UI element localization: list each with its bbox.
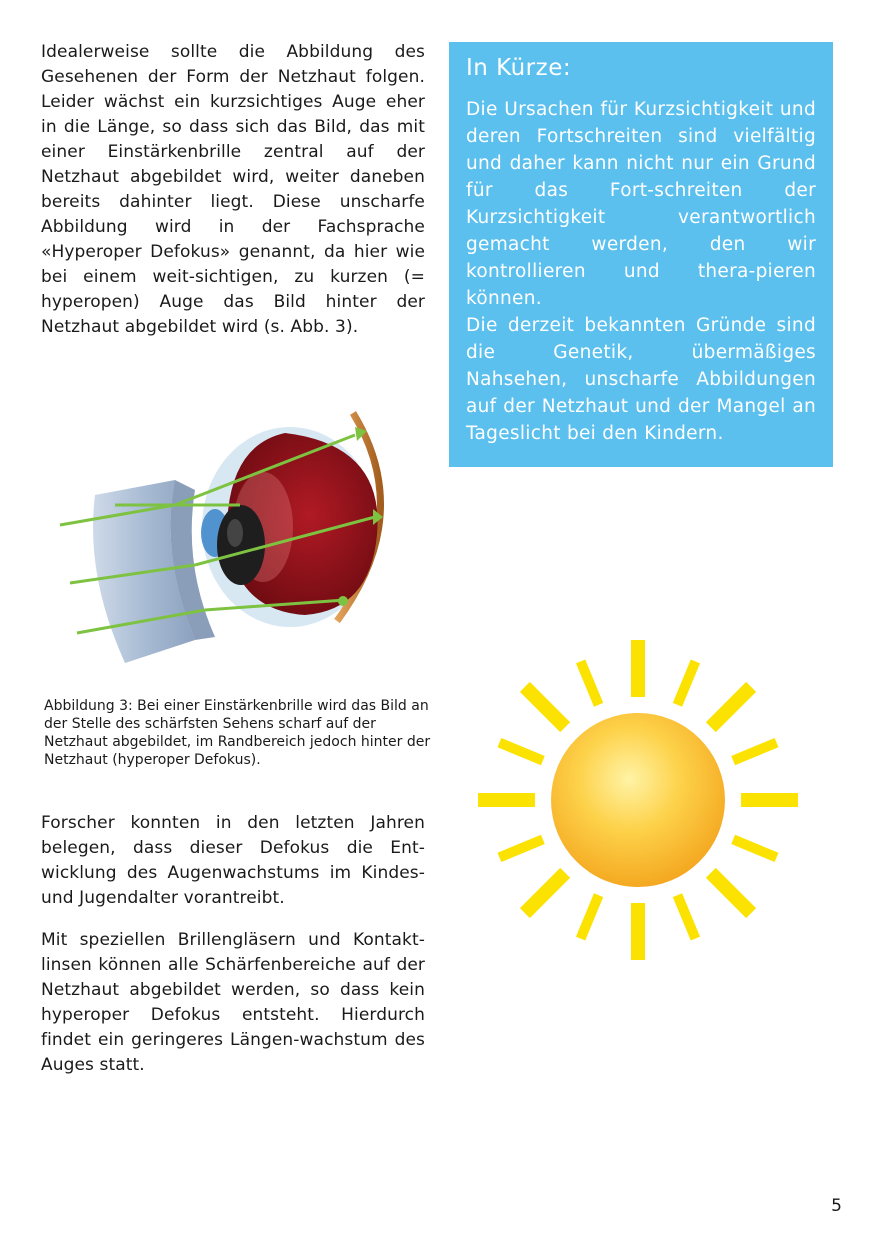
sun-ray <box>631 903 645 960</box>
sun-ray <box>576 660 603 707</box>
sun-ray <box>520 868 570 918</box>
sun-ray <box>498 738 545 765</box>
research-paragraph: Forscher konnten in den letzten Jahren belegen, dass dieser Defokus die Ent-wicklung des Augenwachstums im Kindes- und Jugendalter vorantreibt. <box>41 813 425 908</box>
sun-ray <box>706 868 756 918</box>
sun-ray <box>706 682 756 732</box>
lenses-paragraph: Mit speziellen Brillengläsern und Kontakt-linsen können alle Schärfenbereiche auf der Netzhaut abgebildet werden, so dass kein hyperoper Defokus entsteht. Hierdurch findet ein geringeres Längen-wachstum des Auges statt. <box>41 930 425 1075</box>
sun-ray <box>741 793 798 807</box>
summary-text-1: Die Ursachen für Kurzsichtigkeit und deren Fortschreiten sind vielfältig und daher kann nicht nur ein Grund für das Fort-schreiten der Kurzsichtigkeit verantwortlich gemacht werden, den wir kontrollieren und thera-pieren können. <box>466 99 816 309</box>
summary-text-2: Die derzeit bekannten Gründe sind die Genetik, übermäßiges Nahsehen, unscharfe Abbildungen auf der Netzhaut und der Mangel an Tageslicht bei den Kindern. <box>466 315 816 444</box>
figure-caption: Abbildung 3: Bei einer Einstärkenbrille wird das Bild an der Stelle des schärfsten Sehens scharf auf der Netzhaut abgebildet, im Randbereich jedoch hinter der Netzhaut (hyperoper Defokus). <box>44 698 431 768</box>
sun-ray <box>478 793 535 807</box>
page-number: 5 <box>831 1196 842 1216</box>
summary-title: In Kürze: <box>466 55 572 81</box>
sun-ray <box>631 640 645 697</box>
sun-ray <box>498 835 545 862</box>
sun-ray <box>731 738 778 765</box>
sun-ray <box>576 893 603 940</box>
sun-ray <box>731 835 778 862</box>
sun-ray <box>673 660 700 707</box>
summary-box <box>449 42 833 467</box>
sun-icon <box>470 630 810 970</box>
eye-lens-diagram-icon <box>55 405 400 677</box>
sun-ray <box>520 682 570 732</box>
sun-ray <box>673 893 700 940</box>
intro-paragraph: Idealerweise sollte die Abbildung des Gesehenen der Form der Netzhaut folgen. Leider wächst ein kurzsichtiges Auge eher in die Länge, so dass sich das Bild, das mit einer Einstärkenbrille zentral auf der Netzhaut abgebildet wird, weiter daneben bereits dahinter liegt. Diese unscharfe Abbildung wird in der Fachsprache «Hyperoper Defokus» genannt, da hier wie bei einem weit-sichtigen, zu kurzen (= hyperopen) Auge das Bild hinter der Netzhaut abgebildet wird (s. Abb. 3). <box>41 42 425 337</box>
